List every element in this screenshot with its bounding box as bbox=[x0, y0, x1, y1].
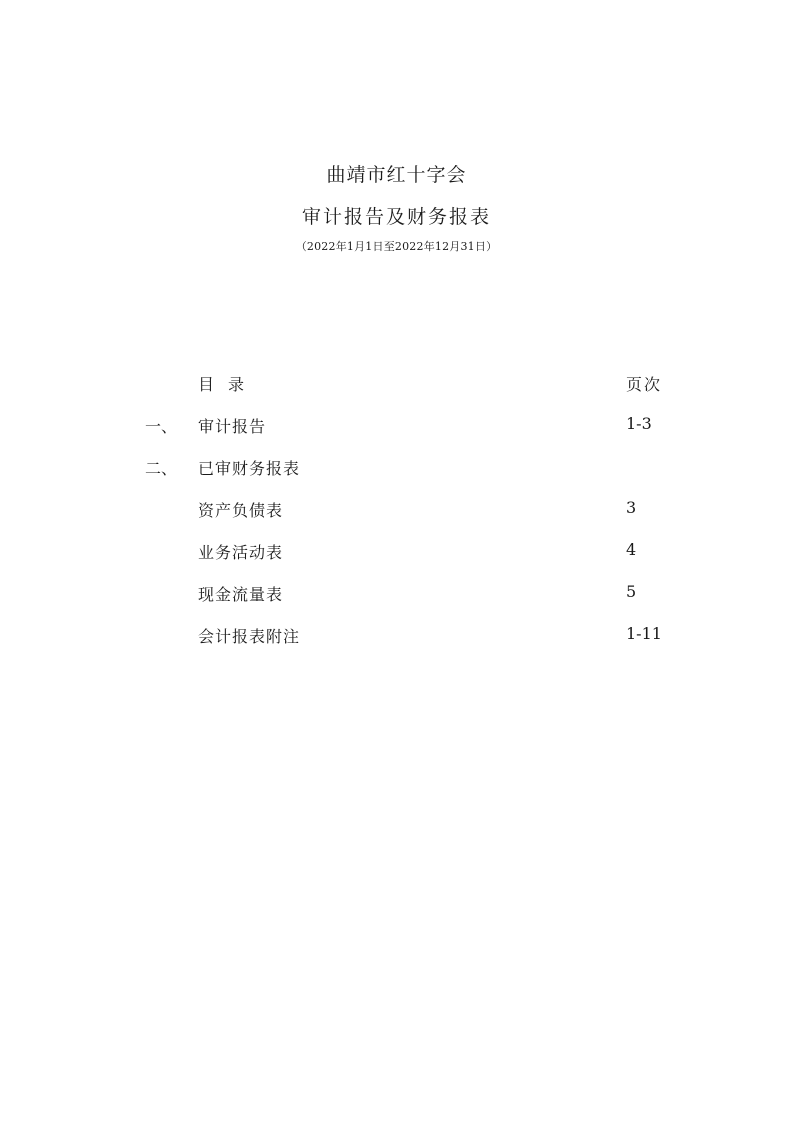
toc-item-label: 业务活动表 bbox=[198, 543, 284, 562]
toc-item-page: 5 bbox=[626, 582, 637, 601]
toc-item bbox=[0, 540, 793, 564]
toc-header bbox=[0, 372, 793, 396]
toc-item bbox=[0, 414, 793, 438]
toc-item-page: 1-3 bbox=[626, 414, 652, 433]
toc-item bbox=[0, 498, 793, 522]
toc-item bbox=[0, 624, 793, 648]
toc-heading-label: 目录 bbox=[198, 375, 259, 394]
toc-item-number: 二、 bbox=[145, 459, 178, 478]
toc-heading-page: 页次 bbox=[626, 375, 663, 394]
toc-item-page: 4 bbox=[626, 540, 637, 559]
toc-item bbox=[0, 456, 793, 480]
toc-item-label: 审计报告 bbox=[198, 417, 267, 436]
toc-item-label: 现金流量表 bbox=[198, 585, 284, 604]
toc-item-page: 1-11 bbox=[626, 624, 662, 643]
report-title: 审计报告及财务报表 bbox=[301, 206, 491, 228]
toc-item bbox=[0, 582, 793, 606]
toc-item-number: 一、 bbox=[145, 417, 178, 436]
toc-item-label: 资产负债表 bbox=[198, 501, 284, 520]
toc-item-page: 3 bbox=[626, 498, 637, 517]
toc-item-label: 已审财务报表 bbox=[198, 459, 301, 478]
organization-title: 曲靖市红十字会 bbox=[326, 164, 467, 186]
report-period: （2022年1月1日至2022年12月31日） bbox=[295, 240, 498, 253]
toc-item-label: 会计报表附注 bbox=[198, 627, 301, 646]
